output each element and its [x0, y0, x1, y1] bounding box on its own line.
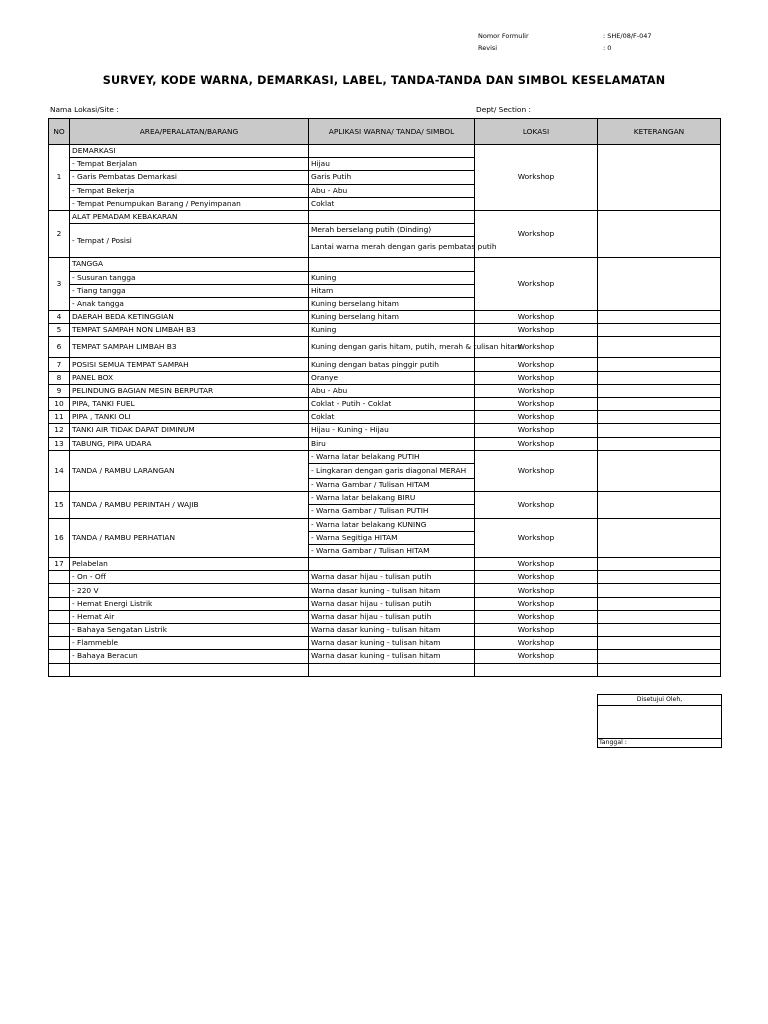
- row-keterangan: [598, 558, 721, 571]
- row-no: 10: [49, 398, 70, 411]
- row-area: - Hemat Energi Listrik: [70, 597, 309, 610]
- row-area: - Tempat Penumpukan Barang / Penyimpanan: [70, 197, 309, 210]
- row-lokasi: Workshop: [475, 384, 598, 397]
- row-area: - Bahaya Sengatan Listrik: [70, 624, 309, 637]
- row-lokasi: Workshop: [475, 437, 598, 450]
- table-row: [49, 584, 721, 597]
- row-aplikasi: Coklat - Putih - Coklat: [309, 398, 475, 411]
- row-lokasi: Workshop: [475, 518, 598, 558]
- row-no: 4: [49, 311, 70, 324]
- row-lokasi: Workshop: [475, 311, 598, 324]
- row-keterangan: [598, 663, 721, 676]
- location-label: Nama Lokasi/Site :: [50, 105, 119, 114]
- form-number-label: Nomor Formulir: [478, 32, 529, 40]
- row-lokasi: Workshop: [475, 492, 598, 518]
- signature-space[interactable]: [598, 706, 721, 739]
- row-aplikasi: [309, 145, 475, 158]
- approved-by-label: Disetujui Oleh,: [598, 695, 721, 706]
- approval-box: [597, 694, 722, 748]
- row-area: PANEL BOX: [70, 371, 309, 384]
- row-area: - 220 V: [70, 584, 309, 597]
- row-no: 1: [49, 145, 70, 211]
- table-row: [49, 571, 721, 584]
- row-aplikasi: Coklat: [309, 197, 475, 210]
- row-keterangan: [598, 411, 721, 424]
- row-aplikasi: Kuning dengan garis hitam, putih, merah & tulisan hitam: [309, 337, 475, 358]
- col-header-aplikasi: APLIKASI WARNA/ TANDA/ SIMBOL: [309, 119, 475, 145]
- row-no: [49, 624, 70, 637]
- row-keterangan: [598, 145, 721, 211]
- row-area: POSISI SEMUA TEMPAT SAMPAH: [70, 358, 309, 371]
- row-area: - Tempat Bekerja: [70, 184, 309, 197]
- table-row: [49, 558, 721, 571]
- row-lokasi: Workshop: [475, 637, 598, 650]
- row-aplikasi: Kuning: [309, 324, 475, 337]
- table-row: [49, 650, 721, 663]
- row-keterangan: [598, 324, 721, 337]
- row-aplikasi: Hijau: [309, 158, 475, 171]
- table-row: [49, 210, 721, 223]
- table-row: [49, 145, 721, 158]
- row-lokasi: Workshop: [475, 424, 598, 437]
- row-no: 17: [49, 558, 70, 571]
- row-area: TEMPAT SAMPAH LIMBAH B3: [70, 337, 309, 358]
- row-keterangan: [598, 637, 721, 650]
- row-aplikasi: [309, 663, 475, 676]
- row-aplikasi: Kuning berselang hitam: [309, 297, 475, 310]
- row-no: 14: [49, 450, 70, 491]
- table-row: [49, 358, 721, 371]
- row-keterangan: [598, 450, 721, 491]
- row-aplikasi: Merah berselang putih (Dinding): [309, 224, 475, 237]
- row-no: 12: [49, 424, 70, 437]
- row-no: 13: [49, 437, 70, 450]
- col-header-keterangan: KETERANGAN: [598, 119, 721, 145]
- table-row: [49, 324, 721, 337]
- row-area: TABUNG, PIPA UDARA: [70, 437, 309, 450]
- row-area: TANGGA: [70, 258, 309, 271]
- row-no: [49, 637, 70, 650]
- row-area: - Flammeble: [70, 637, 309, 650]
- row-lokasi: Workshop: [475, 411, 598, 424]
- row-aplikasi: Coklat: [309, 411, 475, 424]
- row-area: TANKI AIR TIDAK DAPAT DIMINUM: [70, 424, 309, 437]
- row-no: [49, 597, 70, 610]
- row-aplikasi: Kuning dengan batas pinggir putih: [309, 358, 475, 371]
- row-aplikasi: Warna dasar kuning - tulisan hitam: [309, 624, 475, 637]
- row-keterangan: [598, 210, 721, 257]
- row-aplikasi: Abu - Abu: [309, 184, 475, 197]
- row-area: - Bahaya Beracun: [70, 650, 309, 663]
- row-aplikasi: Warna dasar kuning - tulisan hitam: [309, 584, 475, 597]
- row-aplikasi: Warna dasar hijau - tulisan putih: [309, 597, 475, 610]
- row-no: 15: [49, 492, 70, 518]
- table-row: [49, 311, 721, 324]
- row-aplikasi: Warna dasar hijau - tulisan putih: [309, 610, 475, 623]
- table-row: [49, 258, 721, 271]
- table-row-empty: [49, 663, 721, 676]
- row-lokasi: Workshop: [475, 398, 598, 411]
- row-keterangan: [598, 384, 721, 397]
- row-lokasi: Workshop: [475, 558, 598, 571]
- survey-table: [48, 118, 721, 677]
- row-aplikasi: - Warna Gambar / Tulisan HITAM: [309, 478, 475, 491]
- row-aplikasi: - Warna Gambar / Tulisan PUTIH: [309, 505, 475, 518]
- row-lokasi: Workshop: [475, 210, 598, 257]
- row-aplikasi: Abu - Abu: [309, 384, 475, 397]
- col-header-lokasi: LOKASI: [475, 119, 598, 145]
- row-aplikasi: - Warna Segitiga HITAM: [309, 531, 475, 544]
- row-aplikasi: Kuning: [309, 271, 475, 284]
- row-lokasi: Workshop: [475, 584, 598, 597]
- date-label: Tanggal :: [599, 739, 627, 746]
- row-keterangan: [598, 597, 721, 610]
- form-number-value: : SHE/08/F-047: [603, 32, 652, 40]
- row-aplikasi: [309, 558, 475, 571]
- row-keterangan: [598, 610, 721, 623]
- row-aplikasi: Warna dasar kuning - tulisan hitam: [309, 650, 475, 663]
- row-area: - On - Off: [70, 571, 309, 584]
- row-area: - Hemat Air: [70, 610, 309, 623]
- row-aplikasi: - Warna Gambar / Tulisan HITAM: [309, 544, 475, 557]
- row-area: [70, 663, 309, 676]
- row-keterangan: [598, 311, 721, 324]
- row-no: 7: [49, 358, 70, 371]
- row-lokasi: Workshop: [475, 624, 598, 637]
- row-area: - Garis Pembatas Demarkasi: [70, 171, 309, 184]
- row-area: - Tempat Berjalan: [70, 158, 309, 171]
- row-no: [49, 663, 70, 676]
- row-lokasi: Workshop: [475, 145, 598, 211]
- table-row: [49, 398, 721, 411]
- row-aplikasi: - Warna latar belakang KUNING: [309, 518, 475, 531]
- row-area: - Tempat / Posisi: [70, 224, 309, 258]
- row-lokasi: Workshop: [475, 258, 598, 311]
- table-row: [49, 518, 721, 531]
- row-no: [49, 650, 70, 663]
- col-header-area: AREA/PERALATAN/BARANG: [70, 119, 309, 145]
- table-row: [49, 624, 721, 637]
- col-header-no: NO: [49, 119, 70, 145]
- table-row: [49, 384, 721, 397]
- row-area: DEMARKASI: [70, 145, 309, 158]
- row-area: TANDA / RAMBU PERHATIAN: [70, 518, 309, 558]
- row-area: PELINDUNG BAGIAN MESIN BERPUTAR: [70, 384, 309, 397]
- row-no: 5: [49, 324, 70, 337]
- row-lokasi: Workshop: [475, 324, 598, 337]
- row-no: 8: [49, 371, 70, 384]
- row-no: [49, 584, 70, 597]
- row-area: - Susuran tangga: [70, 271, 309, 284]
- row-keterangan: [598, 584, 721, 597]
- row-aplikasi: Warna dasar hijau - tulisan putih: [309, 571, 475, 584]
- row-area: TANDA / RAMBU LARANGAN: [70, 450, 309, 491]
- row-area: DAERAH BEDA KETINGGIAN: [70, 311, 309, 324]
- table-row: [49, 492, 721, 505]
- row-area: PIPA, TANKI FUEL: [70, 398, 309, 411]
- row-keterangan: [598, 650, 721, 663]
- row-keterangan: [598, 398, 721, 411]
- row-keterangan: [598, 518, 721, 558]
- row-keterangan: [598, 337, 721, 358]
- row-lokasi: [475, 663, 598, 676]
- table-row: [49, 424, 721, 437]
- row-lokasi: Workshop: [475, 597, 598, 610]
- row-aplikasi: - Warna latar belakang PUTIH: [309, 450, 475, 463]
- row-aplikasi: Garis Putih: [309, 171, 475, 184]
- row-keterangan: [598, 437, 721, 450]
- row-aplikasi: Hitam: [309, 284, 475, 297]
- row-aplikasi: Lantai warna merah dengan garis pembatas putih: [309, 237, 475, 258]
- table-row: [49, 411, 721, 424]
- table-row: [49, 371, 721, 384]
- row-aplikasi: - Lingkaran dengan garis diagonal MERAH: [309, 463, 475, 478]
- row-keterangan: [598, 358, 721, 371]
- row-lokasi: Workshop: [475, 358, 598, 371]
- row-no: [49, 610, 70, 623]
- row-area: TEMPAT SAMPAH NON LIMBAH B3: [70, 324, 309, 337]
- row-aplikasi: [309, 258, 475, 271]
- document-title: SURVEY, KODE WARNA, DEMARKASI, LABEL, TANDA-TANDA DAN SIMBOL KESELAMATAN: [102, 74, 666, 87]
- row-area: Pelabelan: [70, 558, 309, 571]
- row-lokasi: Workshop: [475, 337, 598, 358]
- row-keterangan: [598, 258, 721, 311]
- row-no: 9: [49, 384, 70, 397]
- row-no: [49, 571, 70, 584]
- row-no: 16: [49, 518, 70, 558]
- row-keterangan: [598, 492, 721, 518]
- row-aplikasi: Kuning berselang hitam: [309, 311, 475, 324]
- row-area: PIPA , TANKI OLI: [70, 411, 309, 424]
- table-row: [49, 437, 721, 450]
- revision-label: Revisi: [478, 44, 498, 52]
- row-aplikasi: [309, 210, 475, 223]
- table-row: [49, 637, 721, 650]
- row-keterangan: [598, 624, 721, 637]
- row-aplikasi: Oranye: [309, 371, 475, 384]
- row-no: 2: [49, 210, 70, 257]
- dept-label: Dept/ Section :: [476, 105, 531, 114]
- revision-value: : 0: [603, 44, 612, 52]
- row-aplikasi: Hijau - Kuning - Hijau: [309, 424, 475, 437]
- table-row: [49, 337, 721, 358]
- row-aplikasi: Warna dasar kuning - tulisan hitam: [309, 637, 475, 650]
- form-meta: [476, 29, 654, 55]
- row-aplikasi: - Warna latar belakang BIRU: [309, 492, 475, 505]
- row-lokasi: Workshop: [475, 371, 598, 384]
- row-keterangan: [598, 571, 721, 584]
- row-aplikasi: Biru: [309, 437, 475, 450]
- row-no: 11: [49, 411, 70, 424]
- table-row: [49, 450, 721, 463]
- row-area: - Tiang tangga: [70, 284, 309, 297]
- row-lokasi: Workshop: [475, 571, 598, 584]
- table-row: [49, 597, 721, 610]
- row-lokasi: Workshop: [475, 650, 598, 663]
- row-lokasi: Workshop: [475, 450, 598, 491]
- row-area: ALAT PEMADAM KEBAKARAN: [70, 210, 309, 223]
- row-lokasi: Workshop: [475, 610, 598, 623]
- row-area: TANDA / RAMBU PERINTAH / WAJIB: [70, 492, 309, 518]
- row-no: 3: [49, 258, 70, 311]
- row-area: - Anak tangga: [70, 297, 309, 310]
- row-no: 6: [49, 337, 70, 358]
- row-keterangan: [598, 424, 721, 437]
- row-keterangan: [598, 371, 721, 384]
- table-row: [49, 610, 721, 623]
- table-header-row: [49, 119, 721, 145]
